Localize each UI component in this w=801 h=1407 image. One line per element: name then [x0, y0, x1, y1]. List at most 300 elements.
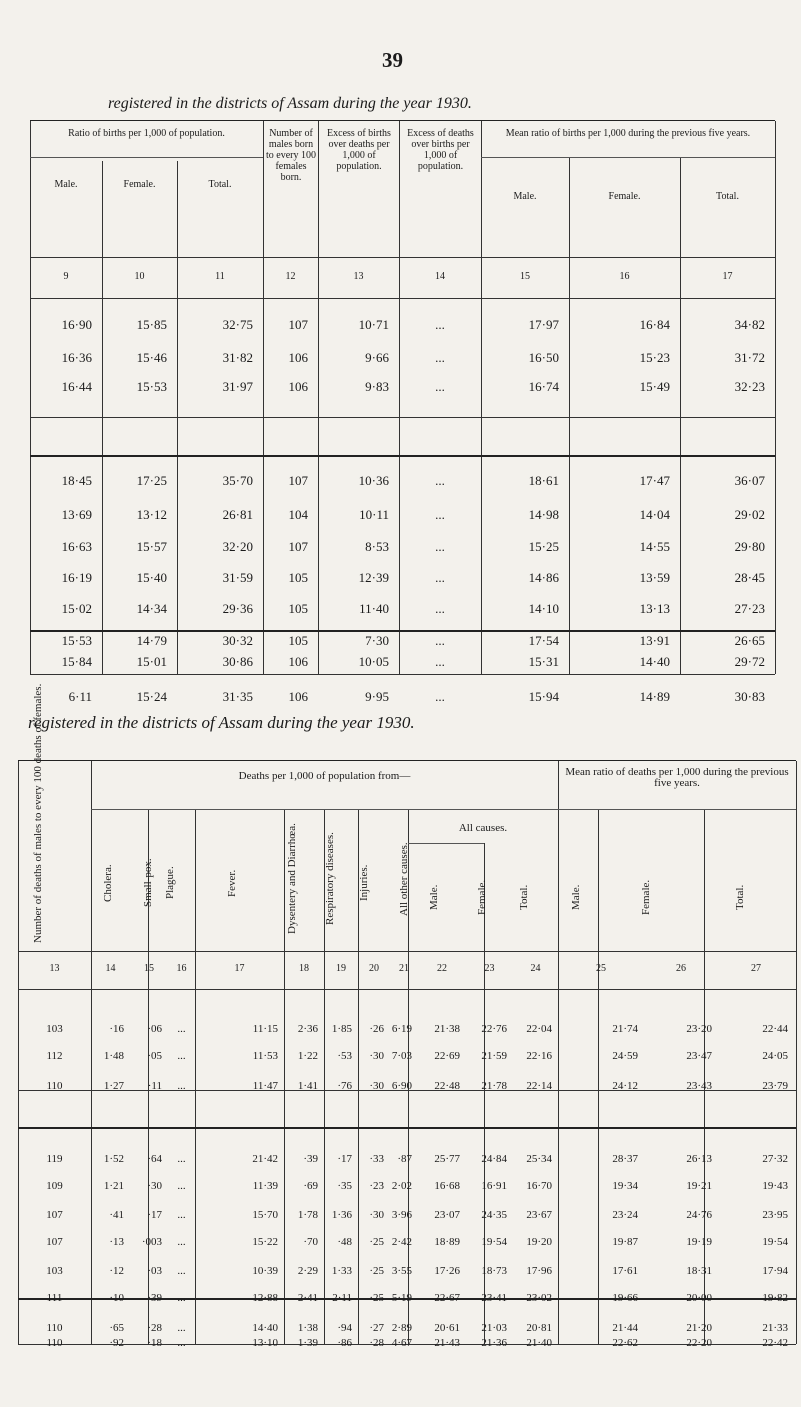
table-row: [30, 601, 775, 619]
table-cell: 14·79: [136, 633, 167, 648]
table-cell: 23·20: [686, 1023, 712, 1035]
table-cell: 22·69: [434, 1050, 460, 1062]
table-cell: ...: [177, 1153, 186, 1165]
table-cell: ...: [435, 350, 445, 365]
table-cell: 21·40: [526, 1337, 552, 1349]
table-cell: 2·29: [297, 1265, 318, 1277]
table-cell: 20·61: [434, 1322, 460, 1334]
header-small-pox: Small-pox.: [142, 858, 154, 908]
column-number: 11: [215, 271, 225, 282]
table-cell: 23·95: [762, 1209, 788, 1221]
table-cell: ·27: [369, 1322, 384, 1334]
table-cell: 21·42: [252, 1153, 278, 1165]
table-row: [30, 473, 775, 491]
table-row: [30, 633, 775, 651]
table-cell: 16·19: [61, 570, 92, 585]
table-cell: 2·41: [297, 1292, 318, 1304]
header-injuries: Injuries.: [358, 864, 370, 902]
deaths-header: Deaths per 1,000 of population from—: [238, 770, 411, 782]
column-number: 10: [134, 271, 145, 282]
table-cell: 24·12: [612, 1080, 638, 1092]
table-cell: 1·48: [103, 1050, 124, 1062]
table-cell: ·64: [147, 1153, 162, 1165]
table-cell: ·30: [369, 1080, 384, 1092]
births-ratio-header: Ratio of births per 1,000 of population.: [68, 128, 225, 139]
table-cell: 23·43: [686, 1080, 712, 1092]
table-cell: 14·04: [639, 507, 670, 522]
table-cell: 29·36: [222, 601, 253, 616]
table-cell: 26·65: [734, 633, 765, 648]
column-number: 25: [596, 963, 606, 974]
table-cell: 9·66: [365, 350, 389, 365]
table-cell: ·03: [147, 1265, 162, 1277]
table-cell: 105: [288, 601, 308, 616]
table-cell: 11·40: [359, 601, 389, 616]
table-cell: 22·16: [526, 1050, 552, 1062]
table-cell: 11·53: [252, 1050, 278, 1062]
header-mean-total: Total.: [716, 191, 739, 202]
table-cell: ·30: [147, 1180, 162, 1192]
table-cell: 2·02: [391, 1180, 412, 1192]
table-cell: 31·72: [734, 350, 765, 365]
table-cell: ...: [435, 473, 445, 488]
table-cell: 15·22: [252, 1236, 278, 1248]
table-cell: ·53: [337, 1050, 352, 1062]
table-cell: 18·89: [434, 1236, 460, 1248]
header-female: Female.: [123, 179, 156, 190]
table-cell: 9·83: [365, 379, 389, 394]
table-cell: 35·70: [222, 473, 253, 488]
table-cell: 22·42: [762, 1337, 788, 1349]
table-cell: ·23: [369, 1180, 384, 1192]
table-cell: 6·19: [391, 1023, 412, 1035]
table-cell: 1·41: [297, 1080, 318, 1092]
table-cell: 1·38: [297, 1322, 318, 1334]
header-excess-births: Excess of births over deaths per 1,000 of population.: [327, 128, 391, 172]
table-cell: 109: [46, 1180, 63, 1192]
table-cell: ·25: [369, 1292, 384, 1304]
table-cell: 17·26: [434, 1265, 460, 1277]
column-number: 16: [176, 963, 187, 974]
column-number: 13: [353, 271, 364, 282]
table-cell: ·26: [369, 1023, 384, 1035]
table-row: [18, 1265, 796, 1283]
table-cell: ·30: [369, 1050, 384, 1062]
table-cell: 19·34: [612, 1180, 638, 1192]
table-cell: 15·25: [528, 539, 559, 554]
table-cell: 106: [288, 350, 308, 365]
births-table: [30, 120, 775, 704]
table-cell: 110: [46, 1080, 63, 1092]
table-cell: 31·97: [222, 379, 253, 394]
table-cell: 16·36: [61, 350, 92, 365]
table-cell: 10·05: [358, 654, 389, 669]
table-cell: 15·31: [528, 654, 559, 669]
table-cell: 10·36: [358, 473, 389, 488]
table-row: [30, 317, 775, 335]
table-cell: ·48: [337, 1236, 352, 1248]
table-cell: 17·96: [526, 1265, 552, 1277]
table-cell: ...: [435, 601, 445, 616]
header-total: Total.: [208, 179, 232, 190]
header-all-male: Male.: [428, 884, 440, 910]
table-cell: 22·20: [686, 1337, 712, 1349]
table-cell: 7·03: [391, 1050, 412, 1062]
table-cell: ...: [177, 1023, 186, 1035]
table-cell: 22·62: [612, 1337, 638, 1349]
table-cell: 24·35: [481, 1209, 507, 1221]
table-cell: 1·21: [103, 1180, 124, 1192]
table-cell: 23·67: [526, 1209, 552, 1221]
header-plague: Plague.: [164, 866, 176, 900]
table-cell: 13·10: [252, 1337, 278, 1349]
table-cell: 119: [46, 1153, 63, 1165]
column-number: 22: [437, 963, 447, 974]
table-cell: ...: [435, 539, 445, 554]
table-cell: 14·10: [528, 601, 559, 616]
table-cell: ...: [435, 570, 445, 585]
table-cell: ·12: [109, 1265, 124, 1277]
table-cell: 24·05: [762, 1050, 788, 1062]
table-cell: ...: [177, 1080, 186, 1092]
table-cell: 15·24: [136, 689, 167, 704]
table-cell: 16·44: [61, 379, 92, 394]
table-cell: 11·39: [252, 1180, 278, 1192]
column-number: 20: [369, 963, 379, 974]
table-cell: 13·69: [61, 507, 92, 522]
table-row: [30, 379, 775, 397]
table-cell: 17·25: [136, 473, 167, 488]
table-cell: 27·32: [762, 1153, 788, 1165]
table-cell: ...: [177, 1322, 186, 1334]
table-cell: ·25: [369, 1265, 384, 1277]
table-cell: 23·07: [434, 1209, 460, 1221]
table-cell: 105: [288, 633, 308, 648]
table-cell: ·13: [109, 1236, 124, 1248]
table-row: [30, 507, 775, 525]
table-cell: 14·86: [528, 570, 559, 585]
table-cell: 21·43: [434, 1337, 460, 1349]
table-cell: 15·53: [136, 379, 167, 394]
table-cell: 21·38: [434, 1023, 460, 1035]
column-number: 27: [751, 963, 761, 974]
table-cell: 2·89: [391, 1322, 412, 1334]
column-number: 13: [49, 963, 60, 974]
table-cell: 1·52: [103, 1153, 124, 1165]
table-cell: 21·78: [481, 1080, 507, 1092]
table-cell: 15·49: [639, 379, 670, 394]
table-row: [18, 1209, 796, 1227]
table-cell: 19·82: [762, 1292, 788, 1304]
table-cell: 16·74: [528, 379, 559, 394]
table-cell: 18·73: [481, 1265, 507, 1277]
table-cell: 18·45: [61, 473, 92, 488]
table-cell: 105: [288, 570, 308, 585]
table-cell: 19·66: [612, 1292, 638, 1304]
table-cell: 2·11: [332, 1292, 352, 1304]
table-cell: 1·78: [297, 1209, 318, 1221]
table-cell: 21·36: [481, 1337, 507, 1349]
table-cell: 28·37: [612, 1153, 638, 1165]
table-cell: 21·74: [612, 1023, 638, 1035]
table-cell: 11·15: [252, 1023, 278, 1035]
table-cell: 107: [288, 473, 308, 488]
table-cell: ...: [177, 1292, 186, 1304]
table-cell: ...: [435, 633, 445, 648]
column-number: 17: [234, 963, 245, 974]
table-cell: 15·53: [61, 633, 92, 648]
table-cell: 24·76: [686, 1209, 712, 1221]
table-cell: 111: [46, 1292, 63, 1304]
table-cell: ·003: [141, 1236, 162, 1248]
column-number: 17: [722, 271, 733, 282]
header-mean-male: Male.: [570, 884, 582, 910]
table-cell: 21·03: [481, 1322, 507, 1334]
table-cell: 12·88: [252, 1292, 278, 1304]
table-cell: 23·41: [481, 1292, 507, 1304]
table-cell: 6·90: [391, 1080, 412, 1092]
table-cell: 13·12: [136, 507, 167, 522]
table-cell: ...: [177, 1180, 186, 1192]
table-cell: ·69: [303, 1180, 318, 1192]
table-cell: 15·02: [61, 601, 92, 616]
table-cell: 9·95: [365, 689, 389, 704]
table-row: [30, 654, 775, 672]
header-mean-male: Male.: [513, 191, 537, 202]
column-number: 14: [105, 963, 116, 974]
column-number: 15: [520, 271, 530, 282]
table-cell: 24·59: [612, 1050, 638, 1062]
table-cell: 106: [288, 689, 308, 704]
table-cell: 23·79: [762, 1080, 788, 1092]
header-all-female: Female.: [476, 879, 488, 915]
table-cell: 23·02: [526, 1292, 552, 1304]
table-cell: 3·96: [391, 1209, 412, 1221]
header-male: Male.: [54, 179, 78, 190]
table-cell: 15·70: [252, 1209, 278, 1221]
table-cell: 112: [46, 1050, 63, 1062]
table-row: [30, 350, 775, 368]
table-cell: ·16: [109, 1023, 124, 1035]
table-cell: 107: [288, 539, 308, 554]
header-mean-female: Female.: [640, 879, 652, 915]
table-cell: ...: [177, 1236, 186, 1248]
table-cell: 19·87: [612, 1236, 638, 1248]
table-cell: 26·13: [686, 1153, 712, 1165]
table-cell: 29·80: [734, 539, 765, 554]
table-cell: 106: [288, 379, 308, 394]
table-cell: 21·20: [686, 1322, 712, 1334]
table-cell: 1·85: [331, 1023, 352, 1035]
table-cell: 25·34: [526, 1153, 552, 1165]
table-cell: 1·36: [331, 1209, 352, 1221]
table-cell: 14·98: [528, 507, 559, 522]
table-cell: 22·67: [434, 1292, 460, 1304]
table-cell: 21·33: [762, 1322, 788, 1334]
table-cell: ·76: [337, 1080, 352, 1092]
table-cell: ·70: [303, 1236, 318, 1248]
table-cell: 19·54: [481, 1236, 507, 1248]
table-cell: ...: [435, 654, 445, 669]
page-number: 39: [382, 48, 403, 72]
table-cell: 31·35: [222, 689, 253, 704]
table-cell: ·86: [337, 1337, 352, 1349]
table-cell: 14·40: [639, 654, 670, 669]
table-cell: 13·13: [639, 601, 670, 616]
table-cell: 29·02: [734, 507, 765, 522]
table-cell: ·17: [147, 1209, 162, 1221]
column-number: 26: [676, 963, 686, 974]
table-cell: 10·39: [252, 1265, 278, 1277]
column-number: 21: [399, 963, 409, 974]
table-cell: 110: [46, 1337, 63, 1349]
table-cell: ·28: [147, 1322, 162, 1334]
table-cell: ·11: [147, 1080, 162, 1092]
column-number: 18: [299, 963, 309, 974]
table-cell: 21·59: [481, 1050, 507, 1062]
table-cell: 17·54: [528, 633, 559, 648]
table-cell: 14·89: [639, 689, 670, 704]
table-cell: 32·20: [222, 539, 253, 554]
header-cholera: Cholera.: [102, 864, 114, 902]
table-cell: 107: [46, 1209, 63, 1221]
table-cell: ...: [177, 1337, 186, 1349]
table-cell: 15·40: [136, 570, 167, 585]
header-respiratory: Respiratory diseases.: [324, 832, 336, 926]
table-cell: 22·48: [434, 1080, 460, 1092]
table-cell: ·94: [337, 1322, 352, 1334]
table-cell: 22·76: [481, 1023, 507, 1035]
table-cell: 24·84: [481, 1153, 507, 1165]
table-cell: ·39: [147, 1292, 162, 1304]
table-cell: 2·42: [391, 1236, 412, 1248]
table-cell: 23·47: [686, 1050, 712, 1062]
table-row: [18, 1050, 796, 1068]
table-cell: 10·71: [358, 317, 389, 332]
table-cell: 19·20: [526, 1236, 552, 1248]
table-cell: 17·61: [612, 1265, 638, 1277]
table-cell: 36·07: [734, 473, 765, 488]
table-cell: 25·77: [434, 1153, 460, 1165]
table-cell: 16·63: [61, 539, 92, 554]
table-cell: 34·82: [734, 317, 765, 332]
table-cell: 32·23: [734, 379, 765, 394]
table-cell: 32·75: [222, 317, 253, 332]
table-cell: 20·81: [526, 1322, 552, 1334]
header-all-causes: All causes.: [458, 822, 508, 834]
table-cell: ·39: [303, 1153, 318, 1165]
table-cell: 31·59: [222, 570, 253, 585]
header-mean-female: Female.: [608, 191, 641, 202]
table-cell: 26·81: [222, 507, 253, 522]
table-cell: ·87: [397, 1153, 412, 1165]
column-number: 16: [619, 271, 630, 282]
table-cell: ·35: [337, 1180, 352, 1192]
header-excess-deaths: Excess of deaths over births per 1,000 of population.: [407, 128, 474, 172]
table-cell: 22·04: [526, 1023, 552, 1035]
table-cell: 104: [288, 507, 308, 522]
table-cell: 15·23: [639, 350, 670, 365]
table-cell: 1·33: [331, 1265, 352, 1277]
table-cell: 4·67: [391, 1337, 412, 1349]
column-number: 24: [530, 963, 541, 974]
table-cell: 19·21: [686, 1180, 712, 1192]
header-deaths-ratio: Number of deaths of males to every 100 deaths of females.: [32, 683, 44, 943]
table-cell: 110: [46, 1322, 63, 1334]
header-fever: Fever.: [226, 869, 238, 897]
table-cell: 29·72: [734, 654, 765, 669]
deaths-mean-header: Mean ratio of deaths per 1,000 during the previous five years.: [565, 766, 789, 789]
table-row: [18, 1236, 796, 1254]
table-cell: 18·61: [528, 473, 559, 488]
table-row: [30, 570, 775, 588]
table-cell: 13·59: [639, 570, 670, 585]
table-cell: 14·55: [639, 539, 670, 554]
table-cell: 16·70: [526, 1180, 552, 1192]
table-cell: 1·22: [297, 1050, 318, 1062]
table-cell: 28·45: [734, 570, 765, 585]
table-cell: ·30: [369, 1209, 384, 1221]
table-cell: 7·30: [365, 633, 389, 648]
table-cell: 6·11: [68, 689, 92, 704]
table-cell: 16·68: [434, 1180, 460, 1192]
births-mean-header: Mean ratio of births per 1,000 during the previous five years.: [505, 128, 751, 139]
column-number: 12: [285, 271, 296, 282]
column-number: 14: [435, 271, 445, 282]
table-cell: 10·11: [359, 507, 389, 522]
table-cell: 14·34: [136, 601, 167, 616]
table-cell: ·33: [369, 1153, 384, 1165]
table-cell: 19·43: [762, 1180, 788, 1192]
table-cell: 22·44: [762, 1023, 788, 1035]
column-number: 23: [484, 963, 495, 974]
table-cell: 1·39: [297, 1337, 318, 1349]
table-cell: ...: [177, 1265, 186, 1277]
table-cell: ...: [435, 689, 445, 704]
table-cell: 15·94: [528, 689, 559, 704]
table-cell: 15·46: [136, 350, 167, 365]
table-row: [18, 1153, 796, 1171]
table-cell: ...: [435, 507, 445, 522]
table-cell: 12·39: [358, 570, 389, 585]
table-cell: ...: [177, 1209, 186, 1221]
table-cell: 14·40: [252, 1322, 278, 1334]
table-cell: 17·47: [639, 473, 670, 488]
table-cell: 30·32: [222, 633, 253, 648]
table-cell: ·28: [369, 1337, 384, 1349]
table-row: [18, 1180, 796, 1198]
table-cell: 19·54: [762, 1236, 788, 1248]
table-cell: 15·01: [136, 654, 167, 669]
table-cell: 15·57: [136, 539, 167, 554]
table-cell: ...: [435, 379, 445, 394]
table-cell: 103: [46, 1023, 63, 1035]
table-cell: ...: [177, 1050, 186, 1062]
table-row: [18, 1292, 796, 1310]
table-cell: 3·55: [391, 1265, 412, 1277]
table-cell: 18·31: [686, 1265, 712, 1277]
table-cell: 16·91: [481, 1180, 507, 1192]
table-row: [30, 689, 775, 707]
table-cell: 103: [46, 1265, 63, 1277]
header-other-causes: All other causes.: [398, 842, 410, 916]
table-row: [18, 1023, 796, 1041]
table-cell: ·41: [109, 1209, 124, 1221]
table-cell: 17·94: [762, 1265, 788, 1277]
table2-caption: registered in the districts of Assam during the year 1930.: [28, 713, 415, 732]
table-cell: 107: [288, 317, 308, 332]
table-cell: 21·44: [612, 1322, 638, 1334]
